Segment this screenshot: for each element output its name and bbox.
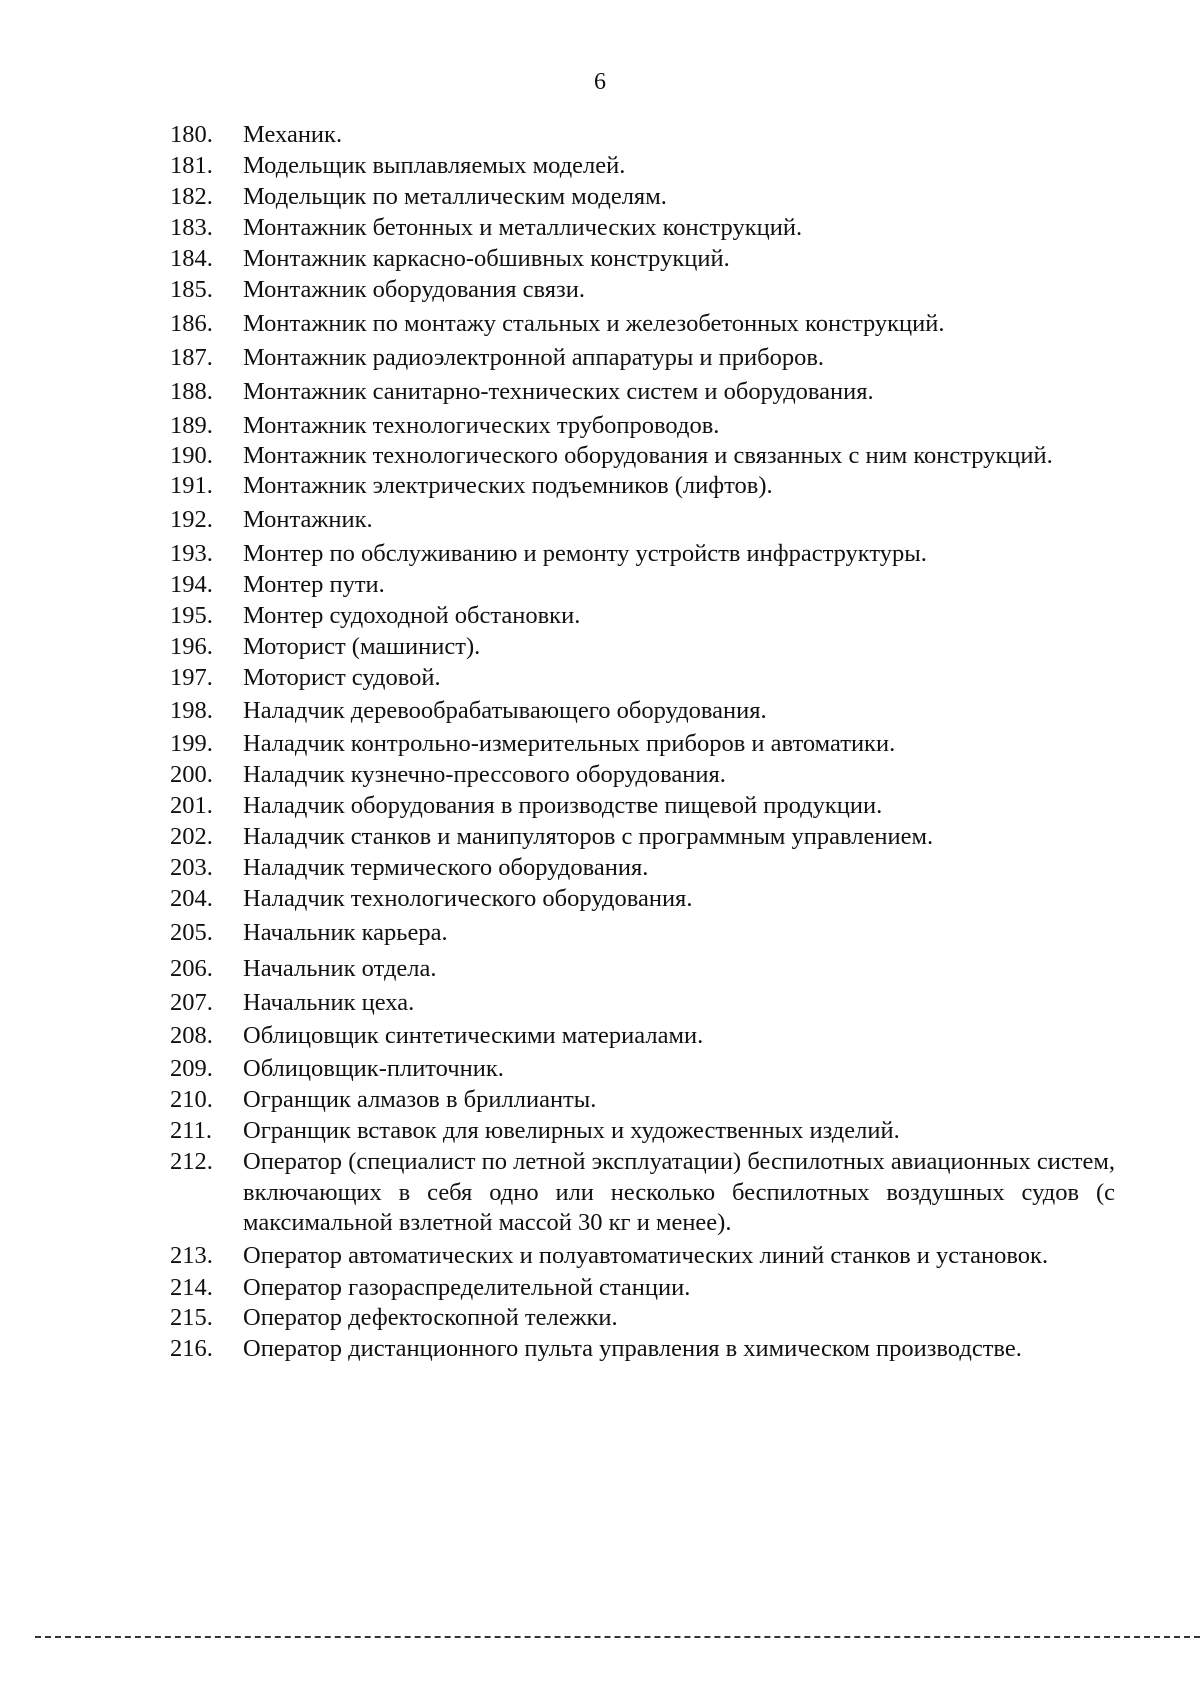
footer-divider	[35, 1636, 1200, 1638]
list-item	[170, 309, 1115, 339]
item-number: 213.	[170, 1241, 213, 1269]
item-text: Оператор дефектоскопной тележки.	[243, 1304, 618, 1331]
list-item	[170, 1334, 1115, 1364]
list-item	[170, 1147, 1115, 1239]
item-number: 198.	[170, 697, 213, 724]
item-text: Монтажник по монтажу стальных и железобетонных конструкций.	[243, 310, 945, 337]
list-item	[170, 918, 1115, 948]
item-text: Монтер по обслуживанию и ремонту устройств инфраструктуры.	[243, 540, 927, 567]
list-item	[170, 729, 1115, 759]
list-item	[170, 822, 1115, 852]
item-text: Модельщик выплавляемых моделей.	[243, 152, 626, 179]
item-text: Наладчик деревообрабатывающего оборудования.	[243, 697, 767, 724]
item-text: Моторист судовой.	[243, 664, 441, 691]
item-number: 197.	[170, 664, 213, 691]
item-number: 209.	[170, 1055, 213, 1082]
item-text: Наладчик оборудования в производстве пищевой продукции.	[243, 792, 883, 819]
item-text: Наладчик кузнечно-прессового оборудования.	[243, 761, 726, 788]
list-item	[170, 601, 1115, 631]
list-item	[170, 120, 1115, 150]
item-text: Модельщик по металлическим моделям.	[243, 183, 667, 210]
item-number: 204.	[170, 885, 213, 912]
list-item	[170, 954, 1115, 984]
page-number: 6	[594, 69, 606, 95]
list-item	[170, 1116, 1115, 1146]
profession-list	[170, 120, 1115, 1364]
list-item	[170, 151, 1115, 181]
item-number: 206.	[170, 955, 213, 982]
list-item	[170, 663, 1115, 693]
item-text: Наладчик термического оборудования.	[243, 854, 649, 881]
item-text: Монтажник каркасно-обшивных конструкций.	[243, 245, 730, 272]
item-text: Моторист (машинист).	[243, 633, 481, 660]
item-number: 188.	[170, 378, 213, 405]
list-item	[170, 244, 1115, 274]
item-number: 181.	[170, 152, 213, 179]
item-number: 190.	[170, 442, 213, 469]
item-number: 185.	[170, 276, 213, 303]
list-item	[170, 853, 1115, 883]
list-item	[170, 441, 1115, 470]
item-text: Монтажник технологического оборудования и связанных с ним конструкций.	[243, 442, 1053, 469]
item-text: Начальник карьера.	[243, 919, 448, 946]
list-item	[170, 1054, 1115, 1084]
list-item	[170, 411, 1115, 441]
list-item	[170, 182, 1115, 212]
item-text: Монтажник бетонных и металлических конструкций.	[243, 214, 803, 241]
list-item	[170, 696, 1115, 726]
item-number: 191.	[170, 472, 213, 499]
list-item	[170, 343, 1115, 373]
item-text: Начальник цеха.	[243, 989, 415, 1016]
list-item	[170, 791, 1115, 821]
item-number: 196.	[170, 633, 213, 660]
item-text: Начальник отдела.	[243, 955, 437, 982]
item-number: 203.	[170, 854, 213, 881]
item-text: Оператор автоматических и полуавтоматических линий станков и установок.	[243, 1241, 1049, 1269]
item-number: 182.	[170, 183, 213, 210]
list-item	[170, 570, 1115, 600]
item-number: 194.	[170, 571, 213, 598]
item-text: Огранщик вставок для ювелирных и художественных изделий.	[243, 1117, 900, 1144]
item-text: Монтажник технологических трубопроводов.	[243, 412, 720, 439]
item-number: 214.	[170, 1274, 213, 1301]
item-number: 186.	[170, 310, 213, 337]
item-number: 208.	[170, 1022, 213, 1049]
list-item	[170, 1085, 1115, 1115]
item-text: Наладчик контрольно-измерительных приборов и автоматики.	[243, 730, 896, 757]
item-number: 189.	[170, 412, 213, 439]
item-number: 187.	[170, 344, 213, 371]
list-item	[170, 275, 1115, 305]
list-item	[170, 505, 1115, 535]
item-number: 199.	[170, 730, 213, 757]
list-item	[170, 1241, 1115, 1272]
list-item	[170, 632, 1115, 662]
list-item	[170, 884, 1115, 914]
list-item	[170, 471, 1115, 501]
item-text: Наладчик технологического оборудования.	[243, 885, 693, 912]
item-text: Облицовщик-плиточник.	[243, 1055, 504, 1082]
item-number: 210.	[170, 1086, 213, 1113]
item-text: Облицовщик синтетическими материалами.	[243, 1022, 704, 1049]
item-text: Механик.	[243, 121, 343, 148]
item-text: Наладчик станков и манипуляторов с программным управлением.	[243, 823, 934, 850]
item-text: Монтажник электрических подъемников (лифтов).	[243, 472, 773, 499]
item-number: 195.	[170, 602, 213, 629]
item-number: 201.	[170, 792, 213, 819]
list-item	[170, 1273, 1115, 1303]
list-item	[170, 377, 1115, 407]
item-text: Монтажник оборудования связи.	[243, 276, 585, 303]
item-number: 212.	[170, 1148, 213, 1175]
item-number: 192.	[170, 506, 213, 533]
list-item	[170, 213, 1115, 243]
item-number: 215.	[170, 1304, 213, 1331]
item-number: 205.	[170, 919, 213, 946]
item-text: Оператор (специалист по летной эксплуатации) беспилотных авиационных систем, включающих в себя одно или несколько беспилотных воздушных судов (с максимальной взлетной массой 30 кг и менее).	[243, 1148, 1115, 1236]
item-number: 216.	[170, 1335, 213, 1362]
item-number: 180.	[170, 121, 213, 148]
list-item	[170, 760, 1115, 790]
item-number: 207.	[170, 989, 213, 1016]
item-number: 200.	[170, 761, 213, 788]
item-text: Монтажник.	[243, 506, 373, 533]
list-item	[170, 1021, 1115, 1051]
item-number: 184.	[170, 245, 213, 272]
item-text: Оператор газораспределительной станции.	[243, 1274, 691, 1301]
item-text: Оператор дистанционного пульта управления в химическом производстве.	[243, 1335, 1022, 1362]
item-text: Монтер судоходной обстановки.	[243, 602, 581, 629]
list-item	[170, 1303, 1115, 1333]
item-number: 211.	[170, 1117, 212, 1144]
item-number: 183.	[170, 214, 213, 241]
item-text: Монтажник санитарно-технических систем и оборудования.	[243, 378, 874, 405]
item-number: 202.	[170, 823, 213, 850]
item-text: Монтажник радиоэлектронной аппаратуры и приборов.	[243, 344, 825, 371]
list-item	[170, 988, 1115, 1018]
item-text: Монтер пути.	[243, 571, 385, 598]
list-item	[170, 539, 1115, 569]
item-text: Огранщик алмазов в бриллианты.	[243, 1086, 597, 1113]
item-number: 193.	[170, 540, 213, 567]
